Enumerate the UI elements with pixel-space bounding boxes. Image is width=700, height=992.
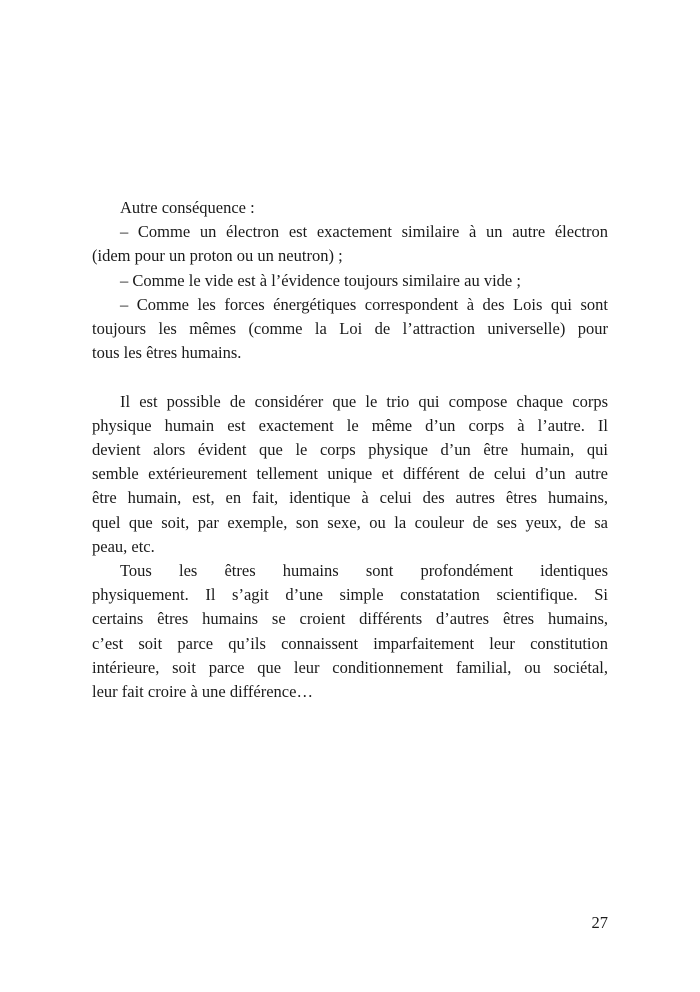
text-line: tous les êtres humains.: [92, 343, 242, 363]
text-line: c’est soit parce qu’ils connaissent imparfaitement leur constitution: [92, 633, 608, 653]
text-line: – Comme un électron est exactement similaire à un autre électron: [120, 222, 608, 242]
paragraph: [92, 269, 608, 293]
paragraph-spacer: [92, 365, 608, 389]
text-line: intérieure, soit parce que leur conditionnement familial, ou sociétal,: [92, 657, 608, 677]
text-line: semble extérieurement tellement unique et différent de celui d’un autre: [92, 464, 608, 484]
text-line: devient alors évident que le corps physique d’un être humain, qui: [92, 440, 608, 460]
text-block: [92, 196, 608, 704]
text-line: leur fait croire à une différence…: [92, 682, 313, 702]
text-line: physique humain est exactement le même d’un corps à l’autre. Il: [92, 415, 608, 435]
page-number: 27: [591, 913, 608, 932]
text-line: toujours les mêmes (comme la Loi de l’attraction universelle) pour: [92, 319, 608, 339]
paragraph: [92, 390, 608, 559]
paragraph: [92, 196, 608, 220]
text-line: Tous les êtres humains sont profondément identiques: [120, 561, 608, 581]
paragraph: [92, 220, 608, 268]
text-line: (idem pour un proton ou un neutron) ;: [92, 246, 343, 266]
paragraph: [92, 559, 608, 704]
text-line: – Comme les forces énergétiques correspondent à des Lois qui sont: [120, 294, 608, 314]
text-line: peau, etc.: [92, 536, 155, 556]
paragraph: [92, 293, 608, 366]
text-line: quel que soit, par exemple, son sexe, ou la couleur de ses yeux, de sa: [92, 512, 608, 532]
text-line: – Comme le vide est à l’évidence toujours similaire au vide ;: [120, 270, 521, 290]
text-line: certains êtres humains se croient différents d’autres êtres humains,: [92, 609, 608, 629]
text-line: physiquement. Il s’agit d’une simple constatation scientifique. Si: [92, 585, 608, 605]
text-line: Il est possible de considérer que le trio qui compose chaque corps: [120, 391, 608, 411]
text-line: Autre conséquence :: [120, 198, 255, 217]
text-line: être humain, est, en fait, identique à celui des autres êtres humains,: [92, 488, 608, 508]
